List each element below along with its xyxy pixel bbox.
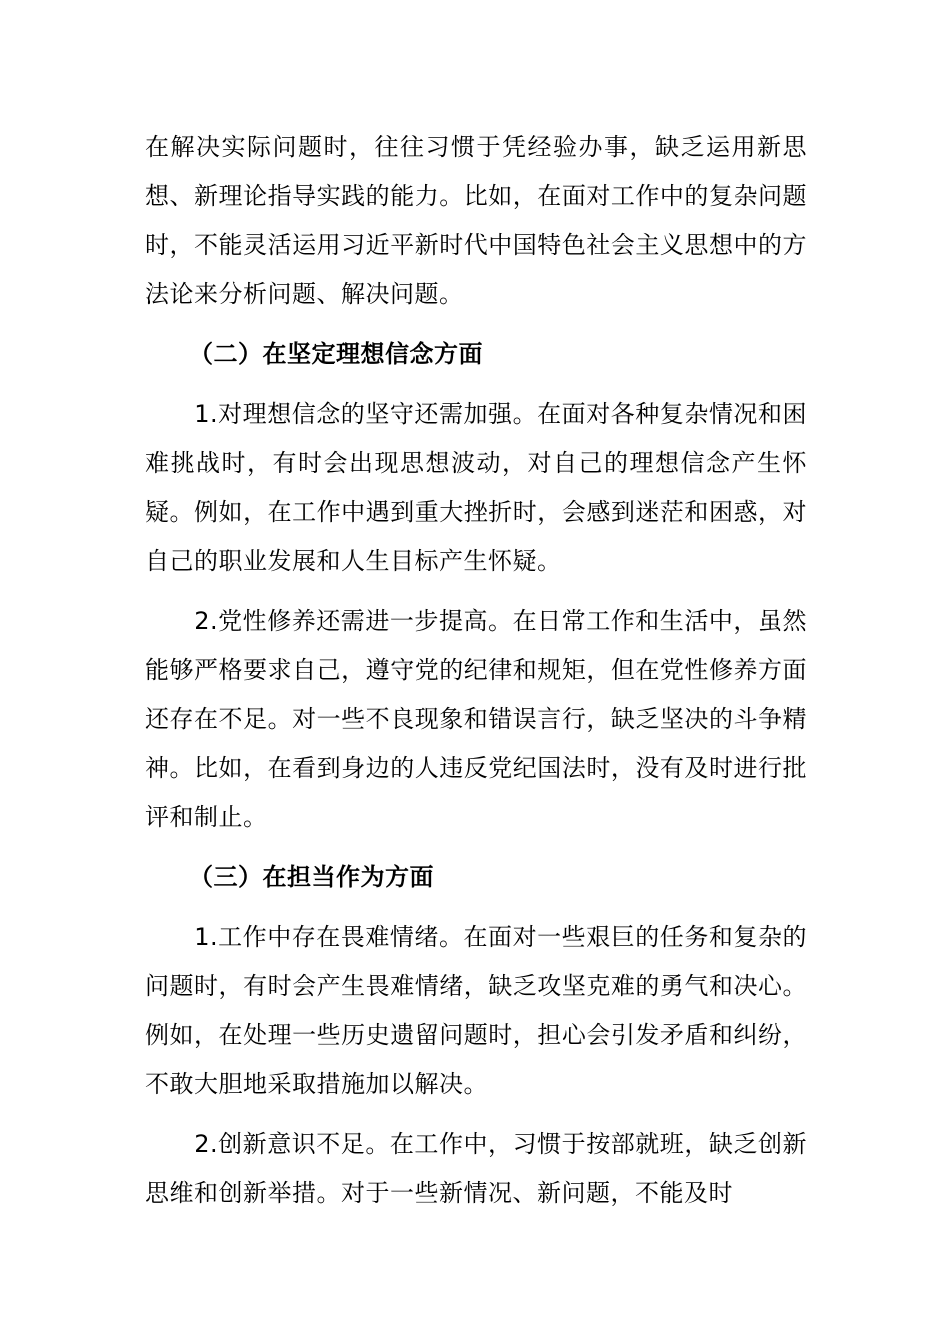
paragraph-body-1: 在解决实际问题时，往往习惯于凭经验办事，缺乏运用新思想、新理论指导实践的能力。比如，在面对工作中的复杂问题时，不能灵活运用习近平新时代中国特色社会主义思想中的方法论来分析问题、解决问题。 <box>145 133 807 308</box>
paragraph-body-3-1: 1.工作中存在畏难情绪。在面对一些艰巨的任务和复杂的问题时，有时会产生畏难情绪，缺乏攻坚克难的勇气和决心。例如，在处理一些历史遗留问题时，担心会引发矛盾和纠纷，不敢大胆地采取措施加以解决。 <box>145 923 807 1098</box>
document-page <box>145 123 807 1229</box>
section-heading-3: （三）在担当作为方面 <box>189 863 434 891</box>
paragraph-body-2-2: 2.党性修养还需进一步提高。在日常工作和生活中，虽然能够严格要求自己，遵守党的纪律和规矩，但在党性修养方面还存在不足。对一些不良现象和错误言行，缺乏坚决的斗争精神。比如，在看到身边的人违反党纪国法时，没有及时进行批评和制止。 <box>145 607 807 831</box>
paragraph-body-3-2: 2.创新意识不足。在工作中，习惯于按部就班，缺乏创新思维和创新举措。对于一些新情况、新问题，不能及时 <box>145 1130 807 1207</box>
section-heading-2: （二）在坚定理想信念方面 <box>189 340 483 368</box>
paragraph-body-2-1: 1.对理想信念的坚守还需加强。在面对各种复杂情况和困难挑战时，有时会出现思想波动，对自己的理想信念产生怀疑。例如，在工作中遇到重大挫折时，会感到迷茫和困惑，对自己的职业发展和人生目标产生怀疑。 <box>145 400 807 575</box>
